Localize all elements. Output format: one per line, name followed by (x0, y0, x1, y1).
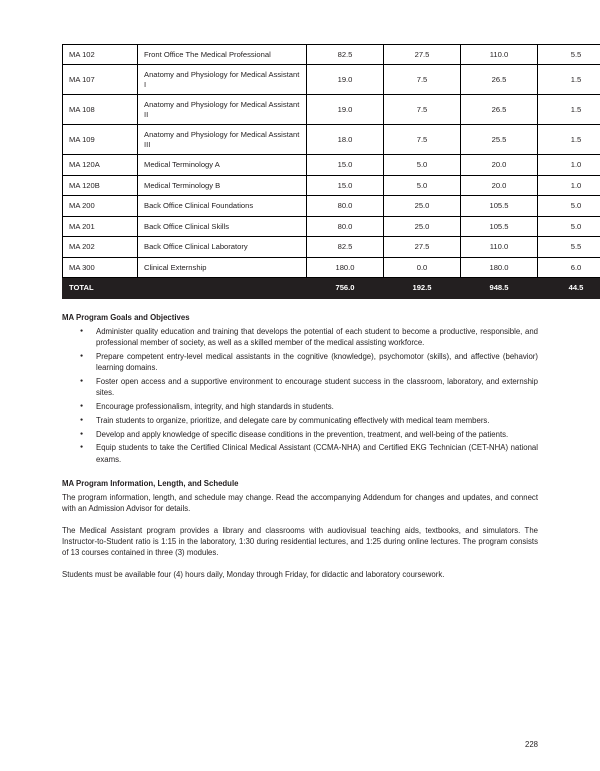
program-info-paragraph-2: The Medical Assistant program provides a library and classrooms with audiovisual teaching aids, textbooks, and simulators. The Instructor-to-Student ratio is 1:15 in the laboratory, 1:30 during residential lectures, and 1:25 during online lectures. The program consists of 13 courses contained in three (3) modules. (62, 525, 538, 558)
table-row (63, 95, 600, 125)
lecture-hours: 19.0 (307, 95, 384, 125)
lecture-hours: 15.0 (307, 155, 384, 175)
lecture-hours: 180.0 (307, 257, 384, 277)
total-hours: 20.0 (461, 155, 538, 175)
lecture-hours: 15.0 (307, 175, 384, 195)
lab-hours: 7.5 (384, 125, 461, 155)
total-label: TOTAL (63, 278, 307, 298)
total-hours: 180.0 (461, 257, 538, 277)
course-title: Medical Terminology A (138, 155, 307, 175)
lab-hours: 27.5 (384, 45, 461, 65)
credits: 5.0 (538, 216, 600, 236)
lecture-hours: 80.0 (307, 196, 384, 216)
list-item: ● Develop and apply knowledge of specific disease conditions in the prevention, treatment, and well-being of the patients. (76, 429, 538, 440)
table-row (63, 237, 600, 257)
credits: 5.5 (538, 237, 600, 257)
course-title: Anatomy and Physiology for Medical Assistant I (138, 65, 307, 95)
table-total-row (63, 278, 600, 298)
course-code: MA 120B (63, 175, 138, 195)
lab-hours: 25.0 (384, 196, 461, 216)
course-hours-table (62, 44, 600, 299)
credits: 1.5 (538, 95, 600, 125)
lab-hours: 7.5 (384, 95, 461, 125)
table-row (63, 175, 600, 195)
program-info-paragraph-3: Students must be available four (4) hours daily, Monday through Friday, for didactic and laboratory coursework. (62, 569, 445, 579)
table-row (63, 65, 600, 95)
lecture-hours: 82.5 (307, 45, 384, 65)
course-code: MA 120A (63, 155, 138, 175)
course-title: Front Office The Medical Professional (138, 45, 307, 65)
table-row (63, 196, 600, 216)
total-hours: 110.0 (461, 45, 538, 65)
goals-list (62, 326, 538, 465)
course-title: Back Office Clinical Foundations (138, 196, 307, 216)
lab-hours: 25.0 (384, 216, 461, 236)
total-hours: 25.5 (461, 125, 538, 155)
credits: 5.0 (538, 196, 600, 216)
course-code: MA 109 (63, 125, 138, 155)
table-row (63, 125, 600, 155)
course-title: Back Office Clinical Laboratory (138, 237, 307, 257)
total-hours: 26.5 (461, 65, 538, 95)
course-title: Clinical Externship (138, 257, 307, 277)
table-row (63, 155, 600, 175)
lecture-hours: 19.0 (307, 65, 384, 95)
total-hours: 105.5 (461, 216, 538, 236)
lab-hours: 7.5 (384, 65, 461, 95)
course-code: MA 108 (63, 95, 138, 125)
page-number: 228 (524, 740, 538, 749)
course-title: Anatomy and Physiology for Medical Assistant III (138, 125, 307, 155)
credits: 5.5 (538, 45, 600, 65)
table-row (63, 257, 600, 277)
course-code: MA 300 (63, 257, 138, 277)
list-item: ● Prepare competent entry-level medical assistants in the cognitive (knowledge), psychomotor (skills), and affective (behavior) learning domains. (76, 351, 538, 374)
credits: 1.0 (538, 175, 600, 195)
program-info-paragraph-1: The program information, length, and schedule may change. Read the accompanying Addendum for changes and updates, and connect with an Admission Advisor for details. (62, 493, 538, 514)
total-credits: 44.5 (538, 278, 600, 298)
course-code: MA 107 (63, 65, 138, 95)
lecture-hours: 82.5 (307, 237, 384, 257)
course-title: Back Office Clinical Skills (138, 216, 307, 236)
credits: 1.5 (538, 125, 600, 155)
lab-hours: 5.0 (384, 175, 461, 195)
list-item: ● Train students to organize, prioritize, and delegate care by communicating effectively with medical team members. (76, 415, 538, 426)
table-row (63, 45, 600, 65)
course-code: MA 201 (63, 216, 138, 236)
list-item: ● Equip students to take the Certified Clinical Medical Assistant (CCMA-NHA) and Certified EKG Technician (CET-NHA) national exams. (76, 442, 538, 465)
table-row (63, 216, 600, 236)
course-title: Anatomy and Physiology for Medical Assistant II (138, 95, 307, 125)
total-hours: 26.5 (461, 95, 538, 125)
lecture-hours: 18.0 (307, 125, 384, 155)
total-lab-hours: 192.5 (384, 278, 461, 298)
program-info-heading: MA Program Information, Length, and Schedule (62, 479, 239, 489)
lab-hours: 5.0 (384, 155, 461, 175)
course-code: MA 102 (63, 45, 138, 65)
total-hours: 20.0 (461, 175, 538, 195)
lab-hours: 27.5 (384, 237, 461, 257)
table-body (63, 45, 600, 299)
total-hours: 110.0 (461, 237, 538, 257)
credits: 1.5 (538, 65, 600, 95)
goals-heading: MA Program Goals and Objectives (62, 312, 190, 322)
list-item: ● Encourage professionalism, integrity, and high standards in students. (76, 401, 538, 412)
lab-hours: 0.0 (384, 257, 461, 277)
total-all-hours: 948.5 (461, 278, 538, 298)
course-code: MA 202 (63, 237, 138, 257)
list-item: ● Administer quality education and training that develops the potential of each student to become a productive, responsible, and professional member of society, as well as a skilled member of the medical assisting workforce. (76, 326, 538, 349)
course-code: MA 200 (63, 196, 138, 216)
total-lecture-hours: 756.0 (307, 278, 384, 298)
total-hours: 105.5 (461, 196, 538, 216)
credits: 1.0 (538, 155, 600, 175)
lecture-hours: 80.0 (307, 216, 384, 236)
list-item: ● Foster open access and a supportive environment to encourage student success in the classroom, laboratory, and externship sites. (76, 376, 538, 399)
course-title: Medical Terminology B (138, 175, 307, 195)
credits: 6.0 (538, 257, 600, 277)
